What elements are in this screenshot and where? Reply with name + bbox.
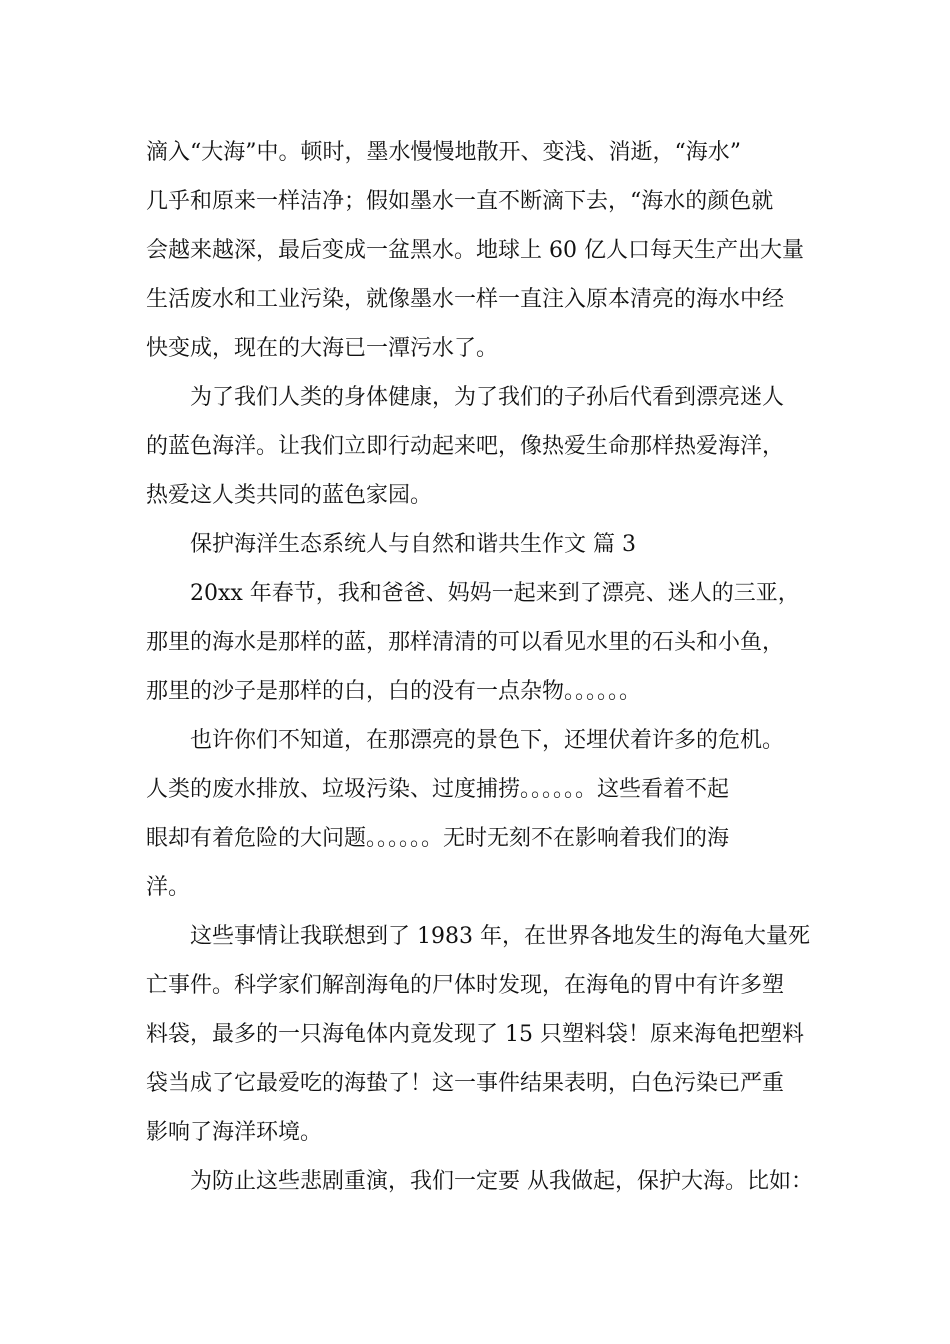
text-line: 几乎和原来一样洁净；假如墨水一直不断滴下去，“海水的颜色就: [146, 189, 774, 214]
text-line: 那里的沙子是那样的白，白的没有一点杂物。。。。。。: [146, 679, 642, 704]
section-heading: 保护海洋生态系统人与自然和谐共生作文 篇 3: [190, 532, 636, 557]
text-line: 滴入“大海”中。顿时，墨水慢慢地散开、变浅、消逝，“海水”: [146, 140, 741, 165]
text-line: 洋。: [146, 875, 191, 900]
text-line: 眼却有着危险的大问题。。。。。。无时无刻不在影响着我们的海: [146, 826, 730, 851]
paragraph-sea-turtle-event: [146, 912, 836, 1157]
paragraph-hidden-crisis: [146, 716, 836, 912]
text-line: 人类的废水排放、垃圾污染、过度捕捞。。。。。。这些看着不起: [146, 777, 730, 802]
paragraph-prevention: [146, 1157, 836, 1206]
paragraph-ink-analogy: [146, 128, 836, 373]
document-body: [146, 128, 836, 1206]
text-line: 影响了海洋环境。: [146, 1120, 323, 1145]
text-line: 生活废水和工业污染，就像墨水一样一直注入原本清亮的海水中经: [146, 287, 785, 312]
text-line: 袋当成了它最爱吃的海蛰了！这一事件结果表明，白色污染已严重: [146, 1071, 785, 1096]
paragraph-sanya-trip: [146, 569, 836, 716]
text-line: 也许你们不知道，在那漂亮的景色下，还埋伏着许多的危机。: [190, 728, 785, 753]
text-line: 料袋，最多的一只海龟体内竟发现了 15 只塑料袋！原来海龟把塑料: [146, 1022, 804, 1047]
text-line: 为防止这些悲剧重演，我们一定要 从我做起，保护大海。比如：: [190, 1169, 813, 1194]
text-line: 这些事情让我联想到了 1983 年，在世界各地发生的海龟大量死: [190, 924, 810, 949]
text-line: 20xx 年春节，我和爸爸、妈妈一起来到了漂亮、迷人的三亚，: [190, 581, 800, 606]
text-line: 热爱这人类共同的蓝色家园。: [146, 483, 433, 508]
paragraph-call-to-action: [146, 373, 836, 520]
text-line: 那里的海水是那样的蓝，那样清清的可以看见水里的石头和小鱼，: [146, 630, 785, 655]
text-line: 会越来越深，最后变成一盆黑水。地球上 60 亿人口每天生产出大量: [146, 238, 804, 263]
text-line: 亡事件。科学家们解剖海龟的尸体时发现，在海龟的胃中有许多塑: [146, 973, 785, 998]
text-line: 快变成，现在的大海已一潭污水了。: [146, 336, 499, 361]
text-line: 的蓝色海洋。让我们立即行动起来吧，像热爱生命那样热爱海洋，: [146, 434, 785, 459]
text-line: 为了我们人类的身体健康，为了我们的子孙后代看到漂亮迷人: [190, 385, 785, 410]
